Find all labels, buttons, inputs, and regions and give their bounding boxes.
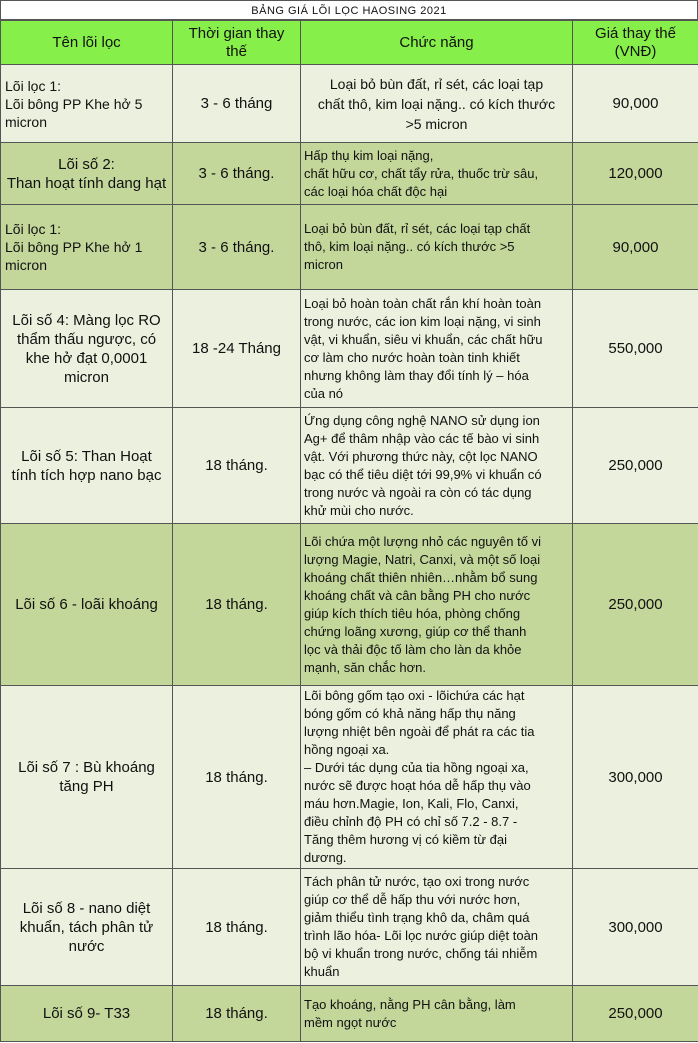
replacement-price: 300,000 xyxy=(573,869,698,986)
filter-name: Lõi số 4: Màng lọc RO thẩm thấu ngược, có khe hở đạt 0,0001 micron xyxy=(1,290,173,408)
table-row xyxy=(1,408,698,524)
filter-function: Hấp thụ kim loại nặng, chất hữu cơ, chất tẩy rửa, thuốc trừ sâu, các loại hóa chất độc hại xyxy=(301,143,573,205)
filter-name: Lõi lọc 1: Lõi bông PP Khe hở 1 micron xyxy=(1,205,173,290)
header-price: Giá thay thế (VNĐ) xyxy=(573,21,698,65)
filter-function: Tách phân tử nước, tạo oxi trong nước giúp cơ thể dễ hấp thu với nước hơn, giảm thiểu tình trạng khô da, châm quá trình lão hóa- Lõi lọc nước giúp diệt toàn bộ vi khuẩn trong nước, chống tái nhiễm khuẩn xyxy=(301,869,573,986)
replacement-time: 18 -24 Tháng xyxy=(173,290,301,408)
replacement-time: 18 tháng. xyxy=(173,524,301,686)
filter-function: Ứng dụng công nghệ NANO sử dụng ion Ag+ để thâm nhập vào các tế bào vi sinh vật. Với phương thức này, cột lọc NANO bạc có thể tiêu diệt tới 99,9% vi khuẩn có trong nước và ngoài ra còn có tác dụng khử mùi cho nước. xyxy=(301,408,573,524)
replacement-time: 18 tháng. xyxy=(173,869,301,986)
filter-name: Lõi số 5: Than Hoạt tính tích hợp nano bạc xyxy=(1,408,173,524)
header-row xyxy=(1,21,698,65)
filter-name: Lõi số 2: Than hoạt tính dang hạt xyxy=(1,143,173,205)
filter-function: Loại bỏ hoàn toàn chất rắn khí hoàn toàn trong nước, các ion kim loại nặng, vi sinh vật, vi khuẩn, siêu vi khuẩn, các chất hữu cơ làm cho nước hoàn toàn tinh khiết nhưng không làm thay đổi tính lý – hóa của nó xyxy=(301,290,573,408)
filter-name: Lõi số 6 - loãi khoáng xyxy=(1,524,173,686)
filter-function: Tạo khoáng, nằng PH cân bằng, làm mềm ngọt nước xyxy=(301,986,573,1042)
replacement-time: 3 - 6 tháng xyxy=(173,65,301,143)
filter-name: Lõi lọc 1: Lõi bông PP Khe hở 5 micron xyxy=(1,65,173,143)
filter-name: Lõi số 9- T33 xyxy=(1,986,173,1042)
header-time: Thời gian thay thế xyxy=(173,21,301,65)
replacement-price: 250,000 xyxy=(573,408,698,524)
price-table xyxy=(0,20,698,1042)
table-row xyxy=(1,205,698,290)
header-function: Chức năng xyxy=(301,21,573,65)
table-row xyxy=(1,65,698,143)
table-row xyxy=(1,869,698,986)
table-row xyxy=(1,143,698,205)
table-row xyxy=(1,686,698,869)
filter-function: Loại bỏ bùn đất, rỉ sét, các loại tạp chất thô, kim loại nặng.. có kích thước >5 micron xyxy=(301,205,573,290)
replacement-time: 18 tháng. xyxy=(173,408,301,524)
replacement-time: 3 - 6 tháng. xyxy=(173,143,301,205)
replacement-price: 120,000 xyxy=(573,143,698,205)
sheet-title: BẢNG GIÁ LÕI LỌC HAOSING 2021 xyxy=(0,0,698,20)
replacement-price: 90,000 xyxy=(573,205,698,290)
filter-function: Lõi bông gốm tạo oxi - lõichứa các hạt bóng gốm có khả năng hấp thụ năng lượng nhiệt bên ngoài để phát ra các tia hồng ngoại xa. – Dưới tác dụng của tia hồng ngoại xa, nước sẽ được hoạt hóa dễ hấp thụ vào máu hơn.Magie, Ion, Kali, Flo, Canxi, điều chỉnh độ PH có chỉ số 7.2 - 8.7 - Tăng thêm hương vị có kiềm từ đại dương. xyxy=(301,686,573,869)
replacement-price: 250,000 xyxy=(573,986,698,1042)
filter-name: Lõi số 8 - nano diệt khuẩn, tách phân tử nước xyxy=(1,869,173,986)
filter-name: Lõi số 7 : Bù khoáng tăng PH xyxy=(1,686,173,869)
filter-function: Lõi chứa một lượng nhỏ các nguyên tố vi lượng Magie, Natri, Canxi, và một số loại khoáng chất thiên nhiên…nhằm bổ sung khoáng chất và cân bằng PH cho nước giúp kích thích tiêu hóa, phòng chống chứng loãng xương, giúp cơ thể thanh lọc và thải độc tố làm cho làn da khỏe mạnh, săn chắc hơn. xyxy=(301,524,573,686)
replacement-price: 300,000 xyxy=(573,686,698,869)
replacement-price: 550,000 xyxy=(573,290,698,408)
table-row xyxy=(1,524,698,686)
replacement-price: 90,000 xyxy=(573,65,698,143)
replacement-time: 3 - 6 tháng. xyxy=(173,205,301,290)
header-name: Tên lõi lọc xyxy=(1,21,173,65)
table-row xyxy=(1,986,698,1042)
replacement-time: 18 tháng. xyxy=(173,686,301,869)
table-row xyxy=(1,290,698,408)
filter-function: Loại bỏ bùn đất, rỉ sét, các loại tạp chất thô, kim loại nặng.. có kích thước >5 micron xyxy=(301,65,573,143)
replacement-price: 250,000 xyxy=(573,524,698,686)
replacement-time: 18 tháng. xyxy=(173,986,301,1042)
